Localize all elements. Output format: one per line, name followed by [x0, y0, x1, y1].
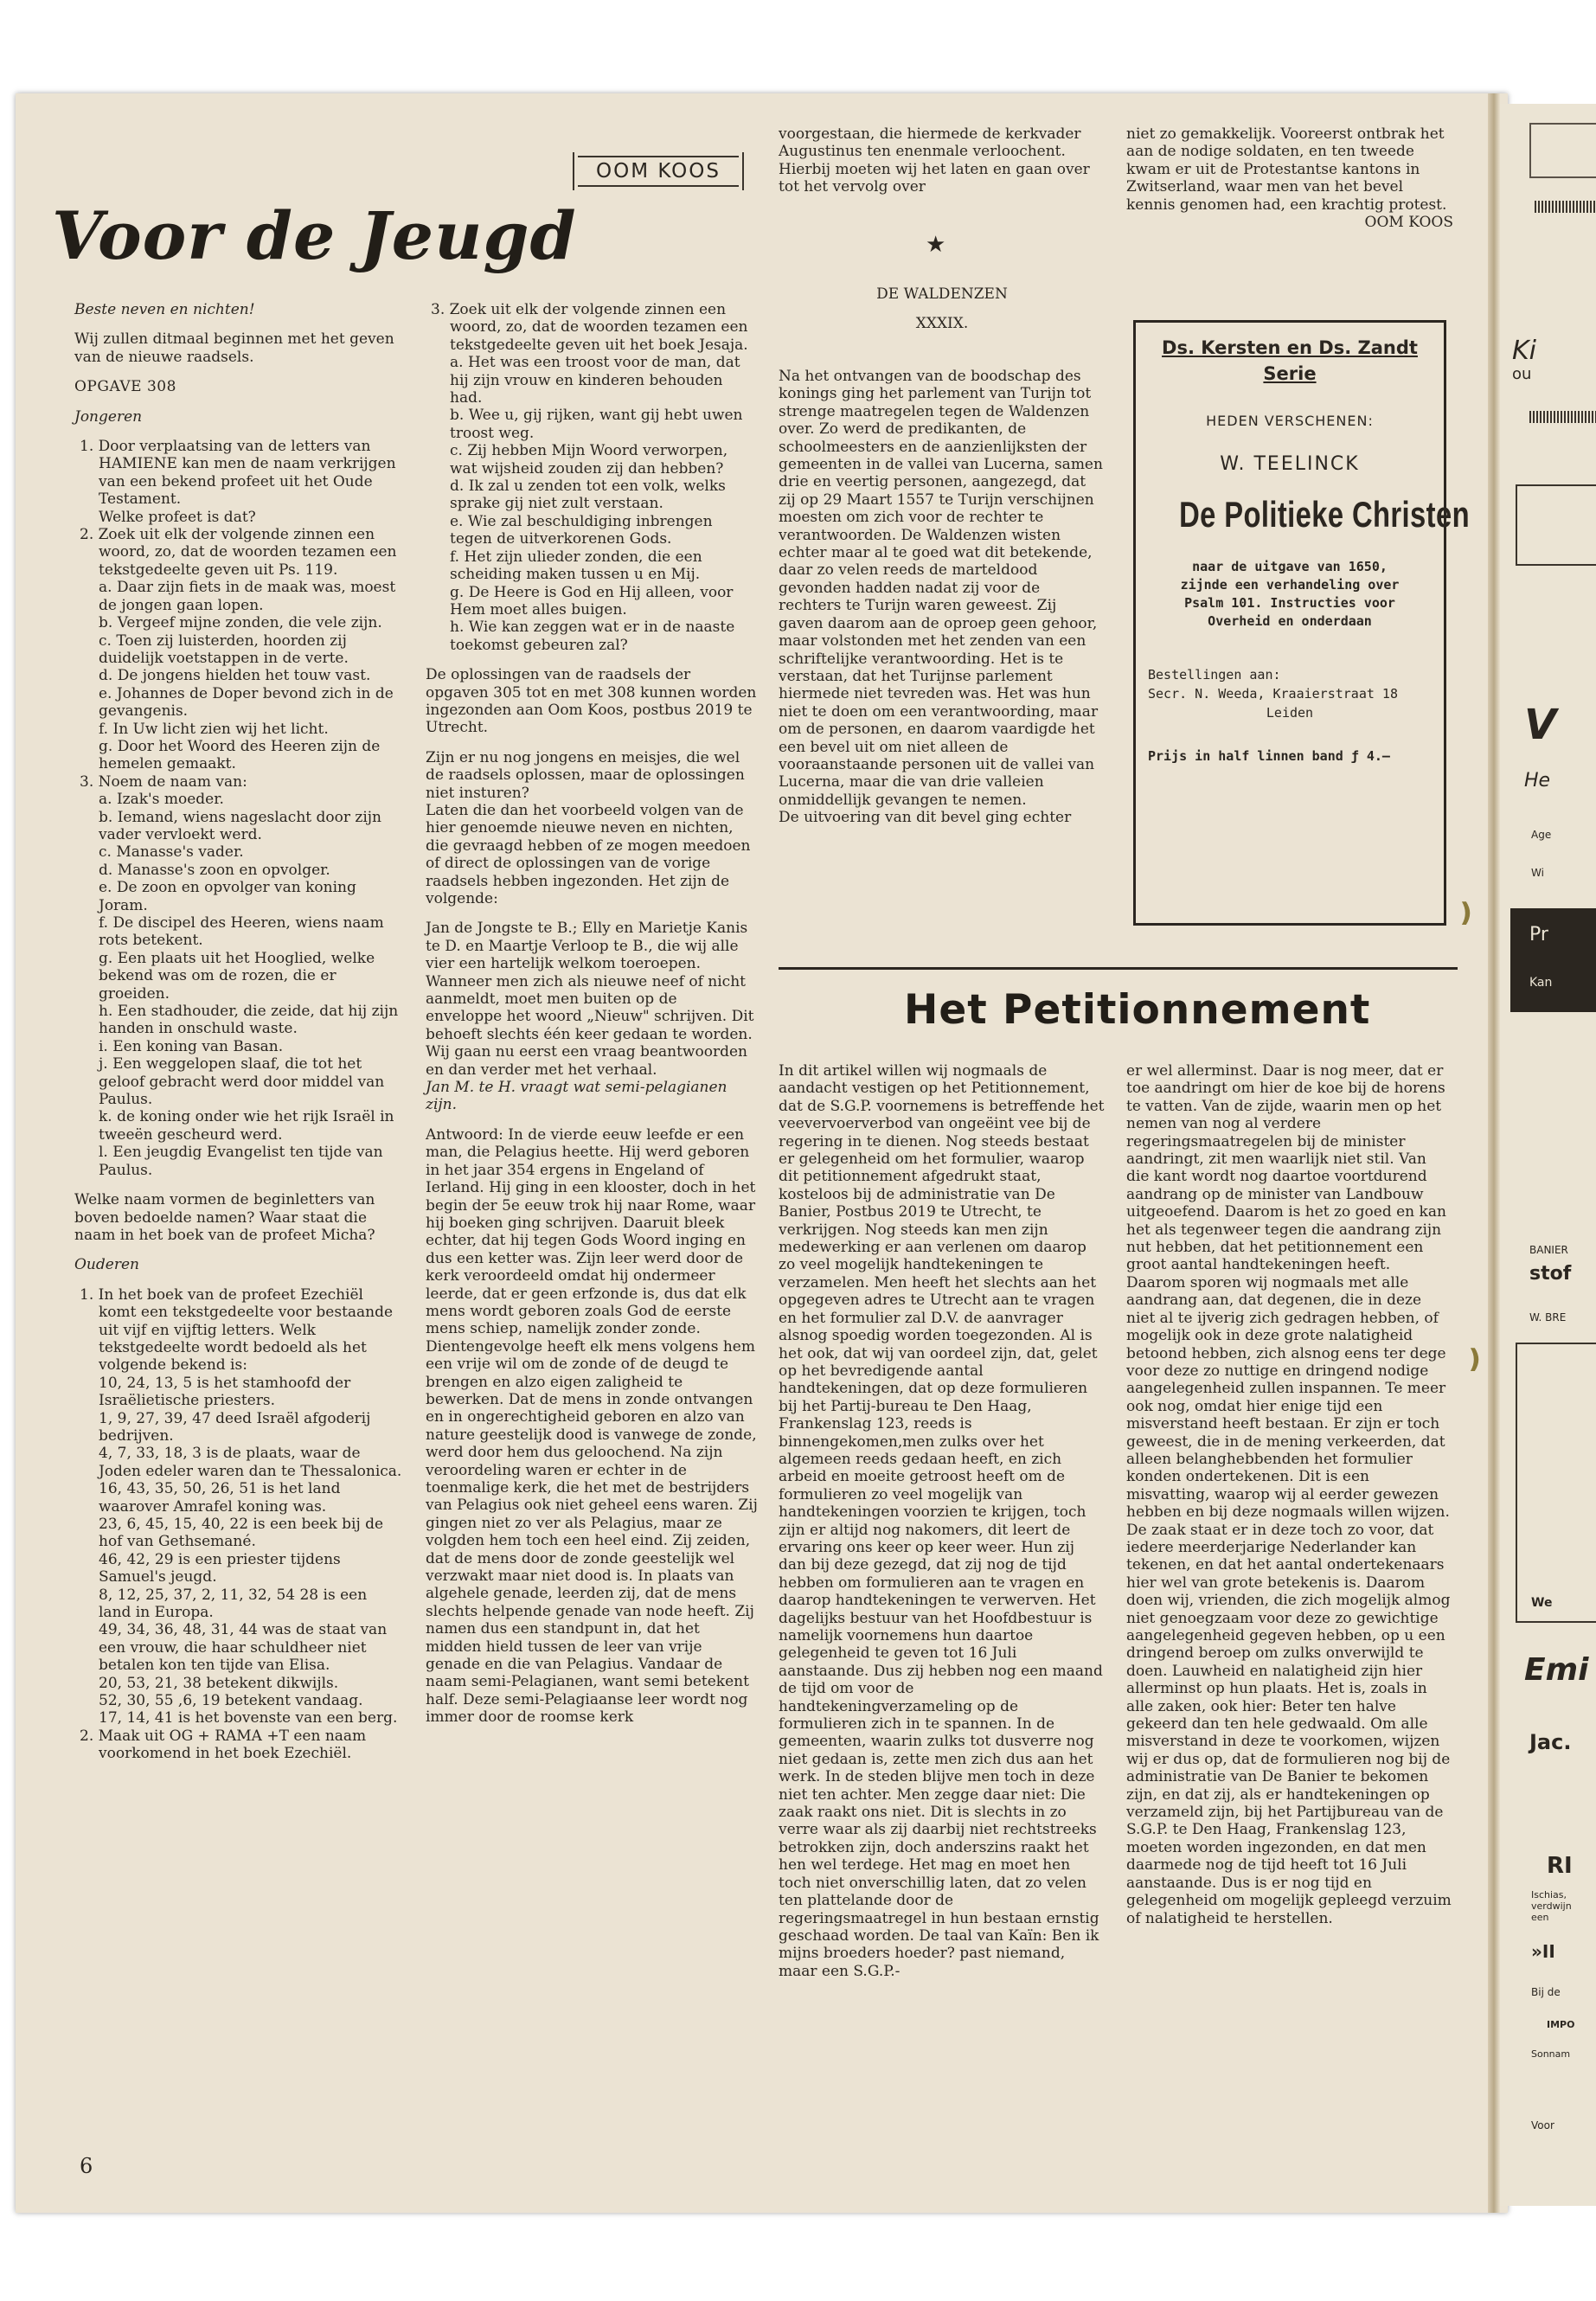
- riddle-old-1-item: 49, 34, 36, 48, 31, 44 was de staat van een vrouw, die haar schuldheer niet betalen kon ten tijde van Elisa.: [99, 1621, 388, 1675]
- page-number: 6: [80, 2154, 93, 2178]
- next-page-text: IMPO: [1547, 2019, 1575, 2030]
- ad-price: Prijs in half linnen band ƒ 4.—: [1148, 748, 1390, 764]
- riddle-old-1-item: 20, 53, 21, 38 betekent dikwijls.: [99, 1674, 339, 1692]
- riddle-2: 2. Zoek uit elk der volgende zinnen een woord, zo, dat de woorden tezamen een tekstgedeelte geven uit Ps. 119.: [80, 526, 397, 579]
- riddle-jesaja-item: g. De Heere is God en Hij alleen, voor Hem moet alles buigen.: [450, 583, 734, 619]
- riddle-old-1-item: 8, 12, 25, 37, 2, 11, 32, 54 28 is een land in Europa.: [99, 1586, 368, 1622]
- next-page-text: Jac.: [1529, 1730, 1572, 1754]
- column-2: [426, 301, 758, 1727]
- riddle-3-question: Welke naam vormen de beginletters van boven bedoelde namen? Waar staat die naam in het boek van de profeet Micha?: [74, 1191, 375, 1244]
- riddle-2-item: f. In Uw licht zien wij het licht.: [99, 720, 329, 738]
- continued-answer: voorgestaan, die hiermede de kerkvader Augustinus ten enenmale verloochent. Hierbij moeten wij het laten en gaan over tot het vervolg over: [779, 125, 1090, 196]
- riddle-old-2: 2. Maak uit OG + RAMA +T een naam voorkomend in het boek Ezechiël.: [80, 1727, 367, 1763]
- new-member-instruction: Wanneer men zich als nieuwe neef of nicht aanmeldt, moet men buiten op de enveloppe het woord „Nieuw" schrijven. Dit behoeft slechts één keer gedaan te worden.: [426, 972, 754, 1043]
- next-page-text: Ischias, verdwijn een: [1531, 1889, 1572, 1923]
- riddle-3: 3. Noem de naam van:: [80, 772, 247, 791]
- next-page-box: [1516, 1343, 1596, 1623]
- riddle-3-item: c. Manasse's vader.: [99, 843, 244, 862]
- petition-right-text: er wel allerminst. Daar is nog meer, dat er toe aandringt om hier de koe bij de horens te vatten. Van de zijde, waarin men op het nemen van nog al verdere regeringsmaatregelen bij de minister aandringt, zit men waarlijk niet stil. Van die kant wordt nog daartoe voortdurend aandrang op de minister van Landbouw uitgeoefend. Daarom is het zo goed en kan het als tegenweer tegen die aandrang zijn nut hebben, dat het petitionnement een groot aantal handtekeningen heeft. Daarom sporen wij nogmaals met alle aandrang aan, dat degenen, die in deze niet al te ijverig zich gedragen hebben, of mogelijk ook in deze grote nalatigheid betoond hebben, zich alsnog eens ter dege voor deze zo nuttige en dringend nodige aangelegenheid zullen inspannen. Te meer ook nog, omdat hier enige tijd een misverstand heeft bestaan. Er zijn er toch geweest, die in de mening verkeerden, dat alleen belanghebbenden het formulier konden ondertekenen. Dit is een misvatting, waarop wij al eerder gewezen hebben en bij deze nogmaals willen wijzen. De zaak staat er in deze toch zo voor, dat iedere meerderjarige Nederlander kan tekenen, en dat het aantal ondertekenaars hier wel van grote betekenis is. Daarom doen wij, vrienden, die zich mogelijk almog niet genoegzaam voor deze zo gewichtige aangelegenheid gegeven hebben, op u een dringend beroep om zulks onverwijld te doen. Lauwheid en nalatigheid zijn hier allerminst op hun plaats. Het is, zoals in alle zaken, ook hier: Beter ten halve gekeerd dan ten hele gedwaald. Om alle misverstand in deze te voorkomen, wijzen wij er dus op, dat de formulieren nog bij de administratie van De Banier te bekomen zijn, en dat zij, als er handtekeningen op verzameld zijn, bij het Partijbureau van de S.G.P. te Den Haag, Frankenslag 123, moeten worden ingezonden, en dat men daarmede nog de tijd heeft tot 16 Juli aanstaande. Dus is er nog tijd en gelegenheid om mogelijk gepleegd verzuim of nalatigheid te herstellen.: [1126, 1062, 1452, 1927]
- riddle-old-1-item: 4, 7, 33, 18, 3 is de plaats, waar de Joden edeler waren dan te Thessalonica.: [99, 1445, 402, 1480]
- petition-column-right: [1126, 1062, 1453, 1927]
- ad-order-city: Leiden: [1266, 705, 1314, 721]
- book-advertisement: [1133, 320, 1470, 926]
- riddle-jesaja-item: b. Wee u, gij rijken, want gij hebt uwen troost weg.: [450, 407, 743, 442]
- next-page-text: Emi: [1524, 1652, 1589, 1688]
- riddle-jesaja-item: e. Wie zal beschuldiging inbrengen tegen de uitverkorenen Gods.: [450, 512, 713, 548]
- next-page-box: [1529, 123, 1596, 178]
- ad-book-title: De Politieke Christen: [1179, 494, 1470, 535]
- petition-column-left: [779, 1062, 1106, 1980]
- riddle-jesaja-item: c. Zij hebben Mijn Woord verworpen, wat wijsheid zouden zij dan hebben?: [450, 442, 728, 478]
- story-text: Na het ontvangen van de boodschap des konings ging het parlement van Turijn tot strenge maatregelen tegen de Waldenzen over. Zo werd de predikanten, de schoolmeesters en de aanzienlijksten der gemeenten in de vallei van Lucerna, samen drie en veertig personen, aangezegd, dat zij op 29 Maart 1557 te Turijn verschijnen moesten om zich voor de rechter te verantwoorden. De Waldenzen wisten echter maar al te goed wat dit betekende, daar zo velen reeds de marteldood gevonden hadden nadat zij voor de rechters te Turijn waren geweest. Zij gaven daarom aan de oproep geen gehoor, maar volstonden met het zenden van een schriftelijke verantwoording. Het is te verstaan, dat het Turijnse parlement hiermede niet tevreden was. Het was hun niet te doen om een verantwoording, maar om de personen, en daarom vaardigde het een bevel uit om niet alleen de vooraanstaande personen uit de vallei van Lucerna, maar die van drie valleien onmiddellijk gevangen te nemen.: [779, 368, 1103, 809]
- reader-question: Jan M. te H. vraagt wat semi-pelagianen zijn.: [426, 1079, 727, 1114]
- solutions-note: De oplossingen van de raadsels der opgaven 305 tot en met 308 kunnen worden ingezonden aan Oom Koos, postbus 2019 te Utrecht.: [426, 666, 757, 737]
- riddle-old-1-item: 52, 30, 55 ,6, 19 betekent vandaag.: [99, 1692, 363, 1710]
- riddle-3-item: l. Een jeugdig Evangelist ten tijde van Paulus.: [99, 1144, 383, 1179]
- riddle-1: 1. Door verplaatsing van de letters van HAMIENE kan men de naam verkrijgen van een bekend profeet uit het Oude Testament.: [80, 438, 396, 509]
- group-young-heading: Jongeren: [74, 407, 143, 426]
- riddle-old-1-item: 46, 42, 29 is een priester tijdens Samuel's jeugd.: [99, 1550, 341, 1586]
- invite-paragraph: Laten die dan het voorbeeld volgen van de hier genoemde nieuwe neven en nichten, die gevraagd hebben of ze mogen meedoen of direct de oplossingen van de vorige raadsels hebben ingezonden. Het zijn de volgende:: [426, 801, 751, 907]
- riddle-3-item: j. Een weggelopen slaaf, die tot het geloof gebracht werd door middel van Paulus.: [99, 1055, 385, 1109]
- next-page-box: [1516, 484, 1596, 566]
- next-page-text: stof: [1529, 1263, 1572, 1285]
- next-page-text: V: [1524, 701, 1557, 749]
- petition-title: Het Petitionnement: [904, 986, 1371, 1034]
- riddle-3-item: d. Manasse's zoon en opvolger.: [99, 861, 330, 879]
- riddle-3-item: f. De discipel des Heeren, wiens naam rots betekent.: [99, 914, 384, 950]
- next-page-text: We: [1531, 1596, 1553, 1610]
- next-page-text: Sonnam: [1531, 2048, 1571, 2060]
- riddle-1-question: Welke profeet is dat?: [99, 508, 256, 526]
- group-old-heading: Ouderen: [74, 1256, 139, 1274]
- page-binding-edge: [1488, 93, 1500, 2213]
- riddle-2-item: g. Door het Woord des Heeren zijn de hemelen gemaakt.: [99, 737, 381, 773]
- riddle-3-item: a. Izak's moeder.: [99, 791, 224, 809]
- ad-order-label: Bestellingen aan:: [1148, 667, 1281, 683]
- next-page-text: W. BRE: [1529, 1311, 1567, 1324]
- ad-announcement: HEDEN VERSCHENEN:: [1206, 413, 1374, 429]
- next-page-text: ou: [1512, 365, 1532, 383]
- riddle-old-1: 1. In het boek van de profeet Ezechiël komt een tekstgedeelte voor bestaande uit vijf en vijftig letters. Welk tekstgedeelte wordt bedoeld als het volgende bekend is:: [80, 1285, 394, 1375]
- story-continued: niet zo gemakkelijk. Vooreerst ontbrak het aan de nodige soldaten, en ten tweede kwam er uit de Protestantse kantons in Zwitserland, waar men van het bevel kennis genomen had, een krachtig protest.: [1126, 125, 1447, 214]
- question-intro: Wij gaan nu eerst een vraag beantwoorden en dan verder met het verhaal.: [426, 1043, 747, 1079]
- riddle-old-1-item: 16, 43, 35, 50, 26, 51 is het land waarover Amrafel koning was.: [99, 1480, 341, 1516]
- riddle-3-item: b. Iemand, wiens nageslacht door zijn vader vervloekt werd.: [99, 808, 382, 843]
- ad-series: Ds. Kersten en Ds. Zandt Serie: [1162, 337, 1418, 384]
- story-heading: [779, 285, 1106, 333]
- story-body: [779, 368, 1106, 827]
- next-page-dark-block: [1510, 908, 1596, 1012]
- article-divider: [779, 967, 1458, 970]
- ornament-curl: ❫: [1455, 898, 1477, 928]
- next-page-text: Voor: [1531, 2119, 1554, 2131]
- next-page-text: He: [1524, 770, 1551, 792]
- riddle-jesaja: 3. Zoek uit elk der volgende zinnen een woord, zo, dat de woorden tezamen een tekstgedeelte geven uit het boek Jesaja.: [431, 301, 748, 354]
- riddle-old-1-item: 17, 14, 41 is het bovenste van een berg.: [99, 1709, 398, 1727]
- riddle-3-item: e. De zoon en opvolger van koning Joram.: [99, 879, 356, 914]
- riddle-old-1-item: 10, 24, 13, 5 is het stamhoofd der Israëlietische priesters.: [99, 1374, 351, 1410]
- riddle-2-item: e. Johannes de Doper bevond zich in de gevangenis.: [99, 684, 394, 721]
- next-page-barcode: [1529, 411, 1596, 423]
- greeting: Beste neven en nichten!: [74, 301, 255, 318]
- riddle-old-1-item: 1, 9, 27, 39, 47 deed Israël afgoderij bedrijven.: [99, 1409, 371, 1445]
- riddle-2-item: b. Vergeef mijne zonden, die vele zijn.: [99, 614, 382, 632]
- column-label-oom-koos: OOM KOOS: [578, 156, 739, 187]
- riddle-jesaja-item: h. Wie kan zeggen wat er in de naaste toekomst gebeuren zal?: [450, 619, 735, 654]
- riddle-3-item: i. Een koning van Basan.: [99, 1037, 284, 1055]
- assignment-heading: OPGAVE 308: [74, 378, 176, 396]
- ad-order-address: Secr. N. Weeda, Kraaierstraat 18: [1148, 686, 1398, 702]
- signature: OOM KOOS: [1364, 214, 1453, 232]
- riddle-jesaja-item: f. Het zijn ulieder zonden, die een scheiding maken tussen u en Mij.: [450, 548, 702, 584]
- answer-paragraph: Antwoord: In de vierde eeuw leefde er een man, die Pelagius heette. Hij werd geboren in het jaar 354 ergens in Engeland of Ierland. Hij ging in een klooster, doch in het begin der 5e eeuw trok hij naar Rome, waar hij boeken ging schrijven. Daaruit bleek echter, dat hij tegen Gods Woord inging en dus een ketter was. Zijn leer werd door de kerk veroordeeld omdat hij ondermeer leerde, dat er geen erfzonde is, dus dat elk mens wordt geboren zoals God de eerste mens schiep, namelijk zonder zonde. Dientengevolge heeft elk mens volgens hem een vrije wil om de zonde of de deugd te brengen en alzo eigen zaligheid te bewerken. Dat de mens in zonde ontvangen en in ongerechtigheid geboren en alzo van nature geestelijk dood is vanwege de zonde, werd door hem dus geloochend. Na zijn veroordeling waren er echter in de toenmalige kerk, die het met de bestrijders van Pelagius ook niet geheel eens waren. Zij gingen niet zo ver als Pelagius, maar ze volgden hem toch een heel eind. Zij zeiden, dat de mens door de zonde geestelijk wel verzwakt maar niet dood is. In plaats van algehele genade, leerden zij, dat de mens slechts helpende genade van node heeft. Zij namen dus een standpunt in, dat het midden hield tussen de leer van vrije genade en die van Pelagius. Vandaar de naam semi-Pelagianen, want semi betekent half. Deze semi-Pelagiaanse leer wordt nog immer door de roomse kerk: [426, 1125, 758, 1727]
- riddle-2-item: a. Daar zijn fiets in de maak was, moest de jongen gaan lopen.: [99, 579, 396, 614]
- ornament-curl: ❫: [1464, 1344, 1486, 1375]
- petition-left-text: In dit artikel willen wij nogmaals de aandacht vestigen op het Petitionnement, dat de S.G.P. voornemens is betreffende het veevervoerverbod van ongeëint vee bij de regering in te dienen. Nog steeds bestaat er gelegenheid om het formulier, waarop dit petitionnement afgedrukt staat, kosteloos bij de administratie van De Banier, Postbus 2019 te Utrecht, te verkrijgen. Nog steeds kan men zijn medewerking er aan verlenen om daarop zo veel mogelijk handtekeningen te verzamelen. Men heeft het slechts aan het opgegeven adres te Utrecht aan te vragen en het formulier zal D.V. de aanvrager alsnog spoedig worden toegezonden. Al is het ook, dat wij van oordeel zijn, dat, gelet op het bevredigende aantal handtekeningen, dat op deze formulieren bij het Partij-bureau te Den Haag, Frankenslag 123, reeds is binnengekomen,men zulks over het algemeen reeds gedaan heeft, en zich arbeid en moeite getroost heeft om de formulieren zo veel mogelijk van handtekeningen voorzien te krijgen, toch zijn er altijd nog nakomers, dit leert de ervaring ons keer op keer weer. Hun zij dan bij deze gezegd, dat zij nog de tijd hebben om formulieren aan te vragen en daarop handtekeningen te verwerven. Het dagelijks bestuur van het Hoofdbestuur is namelijk voornemens hun daartoe gelegenheid te geven tot 16 Juli aanstaande. Dus zij hebben nog een maand de tijd om voor de handtekeningverzameling op de formulieren zich in te spannen. In de gemeenten, waarin zulks tot dusverre nog niet gedaan is, zette men zich dus aan het werk. In de steden blijve men toch in deze niet ten achter. Men zegge daar niet: Die zaak raakt ons niet. Dit is slechts in zo verre waar als zij daarbij niet rechtstreeks betrokken zijn, doch anderszins raakt het hen wel terdege. Het mag en moet hen toch niet onverschillig laten, dat zo velen ten plattelande door de regeringsmaatregel in hun bestaan ernstig geschaad worden. De taal van Kaïn: Ben ik mijns broeders hoeder? past niemand, maar een S.G.P.-: [779, 1062, 1105, 1980]
- next-page-text: Kan: [1529, 976, 1553, 990]
- riddle-old-1-item: 23, 6, 45, 15, 40, 22 is een beek bij de hof van Gethsemané.: [99, 1516, 384, 1551]
- riddle-2-item: c. Toen zij luisterden, hoorden zij duidelijk voetstappen in de verte.: [99, 631, 349, 667]
- story-end: De uitvoering van dit bevel ging echter: [779, 809, 1072, 827]
- next-page-text: »II: [1531, 1941, 1555, 1962]
- next-page-text: Ki: [1512, 336, 1537, 366]
- ad-description: naar de uitgave van 1650, zijnde een verhandeling over Psalm 101. Instructies voor Overheid en onderdaan: [1180, 559, 1400, 629]
- next-page-text: Wi: [1531, 867, 1544, 879]
- more-paragraph: Zijn er nu nog jongens en meisjes, die wel de raadsels oplossen, maar de oplossingen niet insturen?: [426, 748, 745, 802]
- next-page-text: Pr: [1529, 924, 1548, 945]
- new-members: Jan de Jongste te B.; Elly en Marietje Kanis te D. en Maartje Verloop te B., die wij alle vier een hartelijk welkom toeroepen.: [426, 920, 748, 973]
- star-separator: ★: [926, 232, 946, 258]
- next-page-text: BANIER: [1529, 1244, 1568, 1256]
- next-page-barcode: [1535, 201, 1596, 213]
- next-page-text: RI: [1547, 1853, 1573, 1879]
- column-3: [779, 125, 1106, 196]
- section-title: Voor de Jeugd: [52, 197, 577, 274]
- story-part: XXXIX.: [915, 315, 969, 333]
- column-1: [74, 301, 403, 1763]
- riddle-2-item: d. De jongens hielden het touw vast.: [99, 667, 371, 685]
- riddle-3-item: k. de koning onder wie het rijk Israël in tweeën gescheurd werd.: [99, 1108, 394, 1144]
- riddle-jesaja-item: a. Het was een troost voor de man, dat hij zijn vrouw en kinderen behouden had.: [450, 354, 740, 407]
- next-page-text: Age: [1531, 829, 1552, 841]
- riddle-3-item: h. Een stadhouder, die zeide, dat hij zijn handen in onschuld waste.: [99, 1003, 399, 1038]
- ad-author: W. TEELINCK: [1220, 453, 1360, 475]
- riddle-3-item: g. Een plaats uit het Hooglied, welke bekend was om de rozen, die er groeiden.: [99, 949, 375, 1003]
- next-page-text: Bij de: [1531, 1986, 1561, 1998]
- riddle-jesaja-item: d. Ik zal u zenden tot een volk, welks sprake gij niet zult verstaan.: [450, 478, 726, 513]
- adjacent-page-fragment: [1500, 104, 1596, 2206]
- intro-text: Wij zullen ditmaal beginnen met het geven van de nieuwe raadsels.: [74, 330, 394, 366]
- story-title: DE WALDENZEN: [876, 285, 1008, 303]
- column-4: [1126, 125, 1453, 231]
